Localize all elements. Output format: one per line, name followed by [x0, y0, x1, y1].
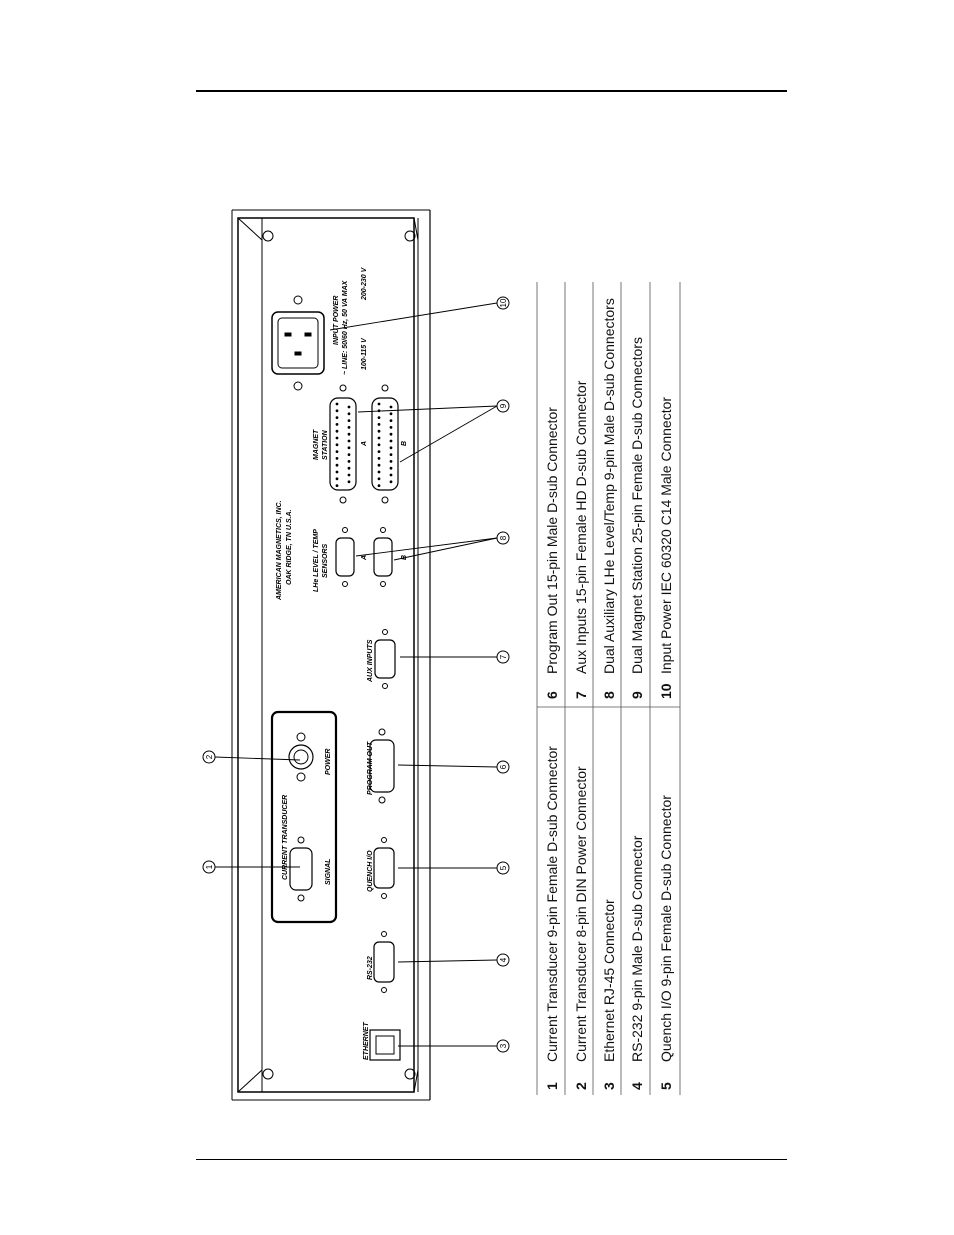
pin	[348, 440, 350, 442]
legend-num-8: 8	[601, 691, 617, 699]
pin	[348, 413, 350, 415]
input-power-line1: INPUT POWER	[333, 295, 340, 345]
callout-3	[497, 1040, 509, 1052]
pin	[390, 413, 392, 415]
callout-4	[497, 954, 509, 966]
voltage-low-label: 100-115 V	[361, 338, 368, 370]
callout-5	[497, 862, 509, 874]
pin	[378, 485, 380, 487]
signal-label: SIGNAL	[325, 858, 332, 885]
legend-text-1: Current Transducer 9-pin Female D-sub Connector	[544, 746, 560, 1062]
legend-num-6: 6	[544, 691, 560, 699]
pin	[378, 451, 380, 453]
legend-text-5: Quench I/O 9-pin Female D-sub Connector	[658, 795, 674, 1062]
pin	[336, 478, 338, 480]
lhe-sensor-connector-a	[336, 528, 354, 587]
pin	[348, 474, 350, 476]
legend-num-5: 5	[658, 1082, 674, 1090]
pin	[378, 437, 380, 439]
pin	[336, 417, 338, 419]
pin	[378, 424, 380, 426]
pin	[348, 420, 350, 422]
legend-text-3: Ethernet RJ-45 Connector	[601, 899, 617, 1062]
pin	[348, 447, 350, 449]
aux-inputs-connector	[375, 630, 395, 689]
pin	[390, 474, 392, 476]
pin	[390, 481, 392, 483]
callout-7	[497, 651, 509, 663]
pin	[348, 406, 350, 408]
callout-10	[497, 297, 509, 309]
power-label: POWER	[325, 748, 332, 775]
pin	[336, 410, 338, 412]
pin	[336, 437, 338, 439]
legend-text-2: Current Transducer 8-pin DIN Power Connector	[573, 766, 589, 1062]
power-inlet-connector	[272, 296, 324, 390]
pin	[348, 461, 350, 463]
aux-inputs-label: AUX INPUTS	[367, 639, 374, 682]
manufacturer-line2: OAK RIDGE, TN U.S.A.	[286, 509, 293, 585]
pin	[336, 403, 338, 405]
legend-text-7: Aux Inputs 15-pin Female HD D-sub Connector	[573, 380, 589, 674]
lhe-sensor-connector-b	[374, 528, 392, 587]
pin	[378, 417, 380, 419]
pin	[336, 424, 338, 426]
pin	[378, 464, 380, 466]
pin	[348, 427, 350, 429]
lhe-b-label: B	[401, 554, 408, 560]
lhe-label-line1: LHe LEVEL / TEMP	[313, 529, 320, 592]
svg-text:4: 4	[499, 957, 508, 963]
magnet-station-line2: STATION	[322, 430, 329, 460]
pin	[348, 481, 350, 483]
magnet-station-connector-b	[372, 385, 398, 503]
pin	[336, 485, 338, 487]
legend-num-10: 10	[658, 683, 674, 699]
callout-8	[497, 532, 509, 544]
legend-num-3: 3	[601, 1082, 617, 1090]
input-power-line2: ~ LINE: 50/60 Hz, 50 VA MAX	[342, 280, 349, 375]
legend-text-10: Input Power IEC 60320 C14 Male Connector	[658, 396, 674, 674]
svg-text:1: 1	[205, 864, 214, 870]
pin	[378, 430, 380, 432]
svg-text:2: 2	[205, 754, 214, 760]
callout-1	[203, 861, 215, 873]
pin	[348, 467, 350, 469]
legend-text-4: RS-232 9-pin Male D-sub Connector	[629, 835, 645, 1062]
rs232-label: RS-232	[367, 956, 374, 980]
pin	[348, 433, 350, 435]
quench-io-label: QUENCH I/O	[367, 850, 374, 892]
svg-text:6: 6	[499, 764, 508, 770]
program-out-label: PROGRAM OUT	[367, 741, 374, 795]
svg-text:3: 3	[499, 1043, 508, 1049]
ethernet-jack	[370, 1030, 400, 1060]
legend-num-4: 4	[629, 1082, 645, 1090]
pin	[390, 447, 392, 449]
legend-table	[537, 282, 680, 1095]
svg-text:9: 9	[499, 403, 508, 409]
pin	[336, 444, 338, 446]
pin	[390, 433, 392, 435]
pin	[390, 406, 392, 408]
pin	[390, 454, 392, 456]
lhe-a-label: A	[361, 554, 368, 560]
callout-9	[497, 400, 509, 412]
pin	[378, 403, 380, 405]
rs232-connector	[374, 932, 394, 993]
pin	[390, 461, 392, 463]
voltage-high-label: 200-230 V	[361, 267, 368, 300]
svg-text:7: 7	[499, 654, 508, 660]
magnet-station-connector-a	[330, 385, 356, 503]
magnet-station-line1: MAGNET	[313, 429, 320, 460]
pin	[336, 458, 338, 460]
pin	[336, 451, 338, 453]
current-transducer-label: CURRENT TRANSDUCER	[282, 794, 289, 880]
manufacturer-line1: AMERICAN MAGNETICS, INC.	[276, 500, 283, 600]
svg-text:8: 8	[499, 535, 508, 541]
legend-num-2: 2	[573, 1082, 589, 1090]
pin	[336, 464, 338, 466]
legend-text-9: Dual Magnet Station 25-pin Female D-sub Connectors	[629, 337, 645, 674]
pin	[390, 427, 392, 429]
lhe-label-line2: SENSORS	[322, 543, 329, 578]
pin	[390, 467, 392, 469]
pin	[378, 478, 380, 480]
pin	[390, 440, 392, 442]
pin	[378, 458, 380, 460]
rear-panel-drawing	[232, 210, 430, 1100]
ethernet-label: ETHERNET	[363, 1022, 370, 1060]
pin	[390, 420, 392, 422]
pin	[378, 471, 380, 473]
pin	[348, 454, 350, 456]
legend-text-6: Program Out 15-pin Male D-sub Connector	[544, 407, 560, 674]
legend-num-7: 7	[573, 691, 589, 699]
pin	[336, 430, 338, 432]
legend-num-1: 1	[544, 1082, 560, 1090]
legend-text-8: Dual Auxiliary LHe Level/Temp 9-pin Male D-sub Connectors	[601, 298, 617, 674]
svg-text:10: 10	[499, 298, 508, 308]
svg-text:5: 5	[499, 865, 508, 871]
callout-2	[203, 751, 215, 763]
pin	[336, 471, 338, 473]
quench-io-connector	[374, 838, 394, 899]
magnet-a-label: A	[361, 440, 368, 446]
pin	[378, 444, 380, 446]
legend-num-9: 9	[629, 691, 645, 699]
callout-6	[497, 761, 509, 773]
magnet-b-label: B	[401, 440, 408, 446]
